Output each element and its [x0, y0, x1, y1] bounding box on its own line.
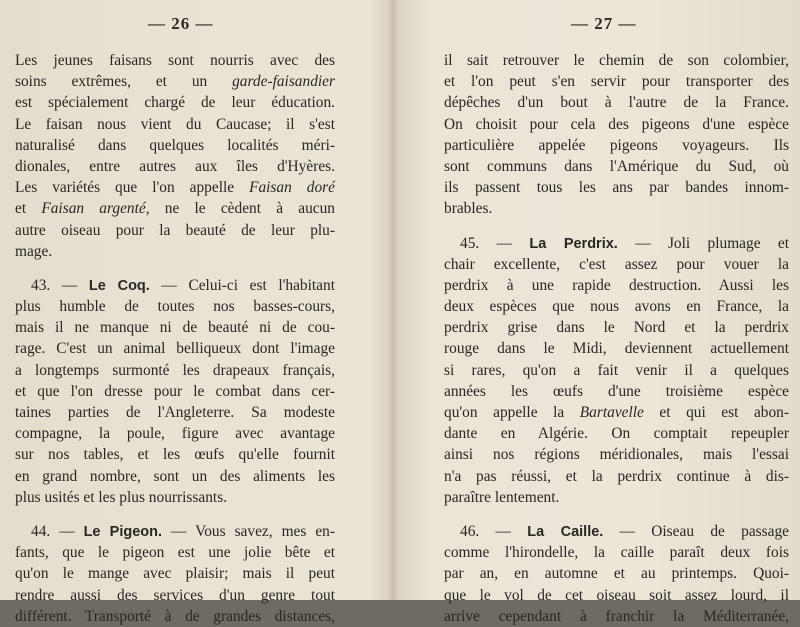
text-line: que le vol de cet oiseau soit assez lourd, il [444, 586, 789, 604]
text-line: a longtemps surmonté les drapeaux français, [15, 361, 335, 379]
text-line: dépêches d'un bout à l'autre de la France. [444, 94, 789, 112]
text-line: différent. Transporté à de grandes distances, [15, 607, 335, 625]
text-line: naturalisé dans quelques localités méri- [15, 136, 335, 154]
text-line: Le faisan nous vient du Caucase; il s'est [15, 115, 335, 133]
text-line: et l'on peut s'en servir pour transporter des [444, 73, 789, 91]
text-line: rage. C'est un animal belliqueux dont l'image [15, 340, 335, 358]
text-line: est spécialement chargé de leur éducation. [15, 94, 335, 112]
text-line: si rares, qu'on a fait venir il a quelques [444, 361, 789, 379]
text-line: Les jeunes faisans sont nourris avec des [15, 52, 335, 69]
text-line: plus usités et les plus nourrissants. [15, 488, 228, 506]
left-page [0, 0, 388, 625]
text-line: et que l'on dresse pour le combat dans cer- [15, 382, 335, 400]
text-line: en grand nombre, sont un des aliments les [15, 467, 335, 485]
section-title-caille: La Caille. [527, 523, 604, 540]
text-line: soins extrêmes, et un garde-faisandier [15, 73, 335, 91]
text-line: il sait retrouver le chemin de son colombier, [444, 52, 789, 69]
text-line: taines parties de l'Angleterre. Sa modeste [15, 404, 335, 421]
text-line: rendre aussi des services d'un genre tout [15, 586, 335, 604]
text-line: paraître lentement. [444, 488, 560, 506]
section-title-coq: Le Coq. [88, 277, 150, 294]
text-line: rouge dans le Midi, deviennent actuellement [444, 340, 789, 358]
text-line: brables. [444, 200, 493, 218]
text-line: ils passent tous les ans par bandes innom- [444, 179, 789, 197]
text-line: années les œufs d'une troisième espèce [444, 382, 789, 400]
section-heading-44: 44. — Le Pigeon. — Vous savez, mes en- [31, 522, 335, 540]
left-page-text [15, 50, 335, 627]
text-line: ainsi nos régions méridionales, mais l'essai [444, 446, 789, 464]
text-line: et Faisan argenté, ne le cèdent à aucun [15, 200, 335, 218]
text-line: par an, en automne et au printemps. Quoi- [444, 565, 789, 583]
text-line: sur nos tables, et les œufs qu'elle fournit [15, 446, 335, 464]
text-line: sont communs dans l'Amérique du Sud, où [444, 157, 789, 175]
text-line: mage. [15, 242, 53, 260]
text-line: n'a pas réussi, et la perdrix continue à dis- [444, 467, 789, 485]
text-line: perdrix à une rapide destruction. Aussi les [444, 276, 789, 294]
text-line: particulière appelée pigeons voyageurs. Ils [444, 136, 789, 154]
page-number-left: — 26 — [148, 14, 214, 33]
text-line: fants, que le pigeon est une jolie bête et [15, 544, 335, 562]
section-title-perdrix: La Perdrix. [529, 235, 618, 252]
right-page [404, 0, 800, 625]
text-line: deux espèces que nous avons en France, la [444, 298, 789, 316]
text-line: mais il ne manque ni de beauté ni de cou- [15, 319, 335, 337]
text-line: On choisit pour cela des pigeons d'une espèce [444, 115, 789, 133]
section-heading-45: 45. — La Perdrix. — Joli plumage et [460, 234, 790, 252]
text-line: chair excellente, c'est assez pour vouer la [444, 255, 789, 273]
text-line: compagne, la poule, figure avec avantage [15, 425, 335, 443]
text-line: plus humble de toutes nos basses-cours, [15, 298, 335, 316]
page-number-right: — 27 — [571, 14, 637, 33]
text-line: arrive cependant à franchir la Méditerranée, [444, 607, 789, 625]
right-page-text [444, 50, 789, 627]
text-line: comme l'hirondelle, la caille paraît deux fois [444, 544, 789, 562]
text-line: qu'on appelle la Bartavelle et qui est abon- [444, 404, 789, 421]
text-line: dionales, entre autres aux îles d'Hyères. [15, 157, 335, 175]
text-line: Les variétés que l'on appelle Faisan doré [15, 179, 336, 197]
section-heading-43: 43. — Le Coq. — Celui-ci est l'habitant [31, 276, 335, 294]
text-line: dante en Algérie. On comptait repeupler [444, 425, 789, 443]
section-heading-46: 46. — La Caille. — Oiseau de passage [460, 522, 789, 540]
text-line: qu'on le mange avec plaisir; mais il peut [15, 565, 335, 583]
text-line: autre oiseau pour la beauté de leur plu- [15, 221, 335, 239]
section-title-pigeon: Le Pigeon. [83, 523, 163, 540]
text-line: perdrix grise dans le Nord et la perdrix [444, 319, 789, 337]
